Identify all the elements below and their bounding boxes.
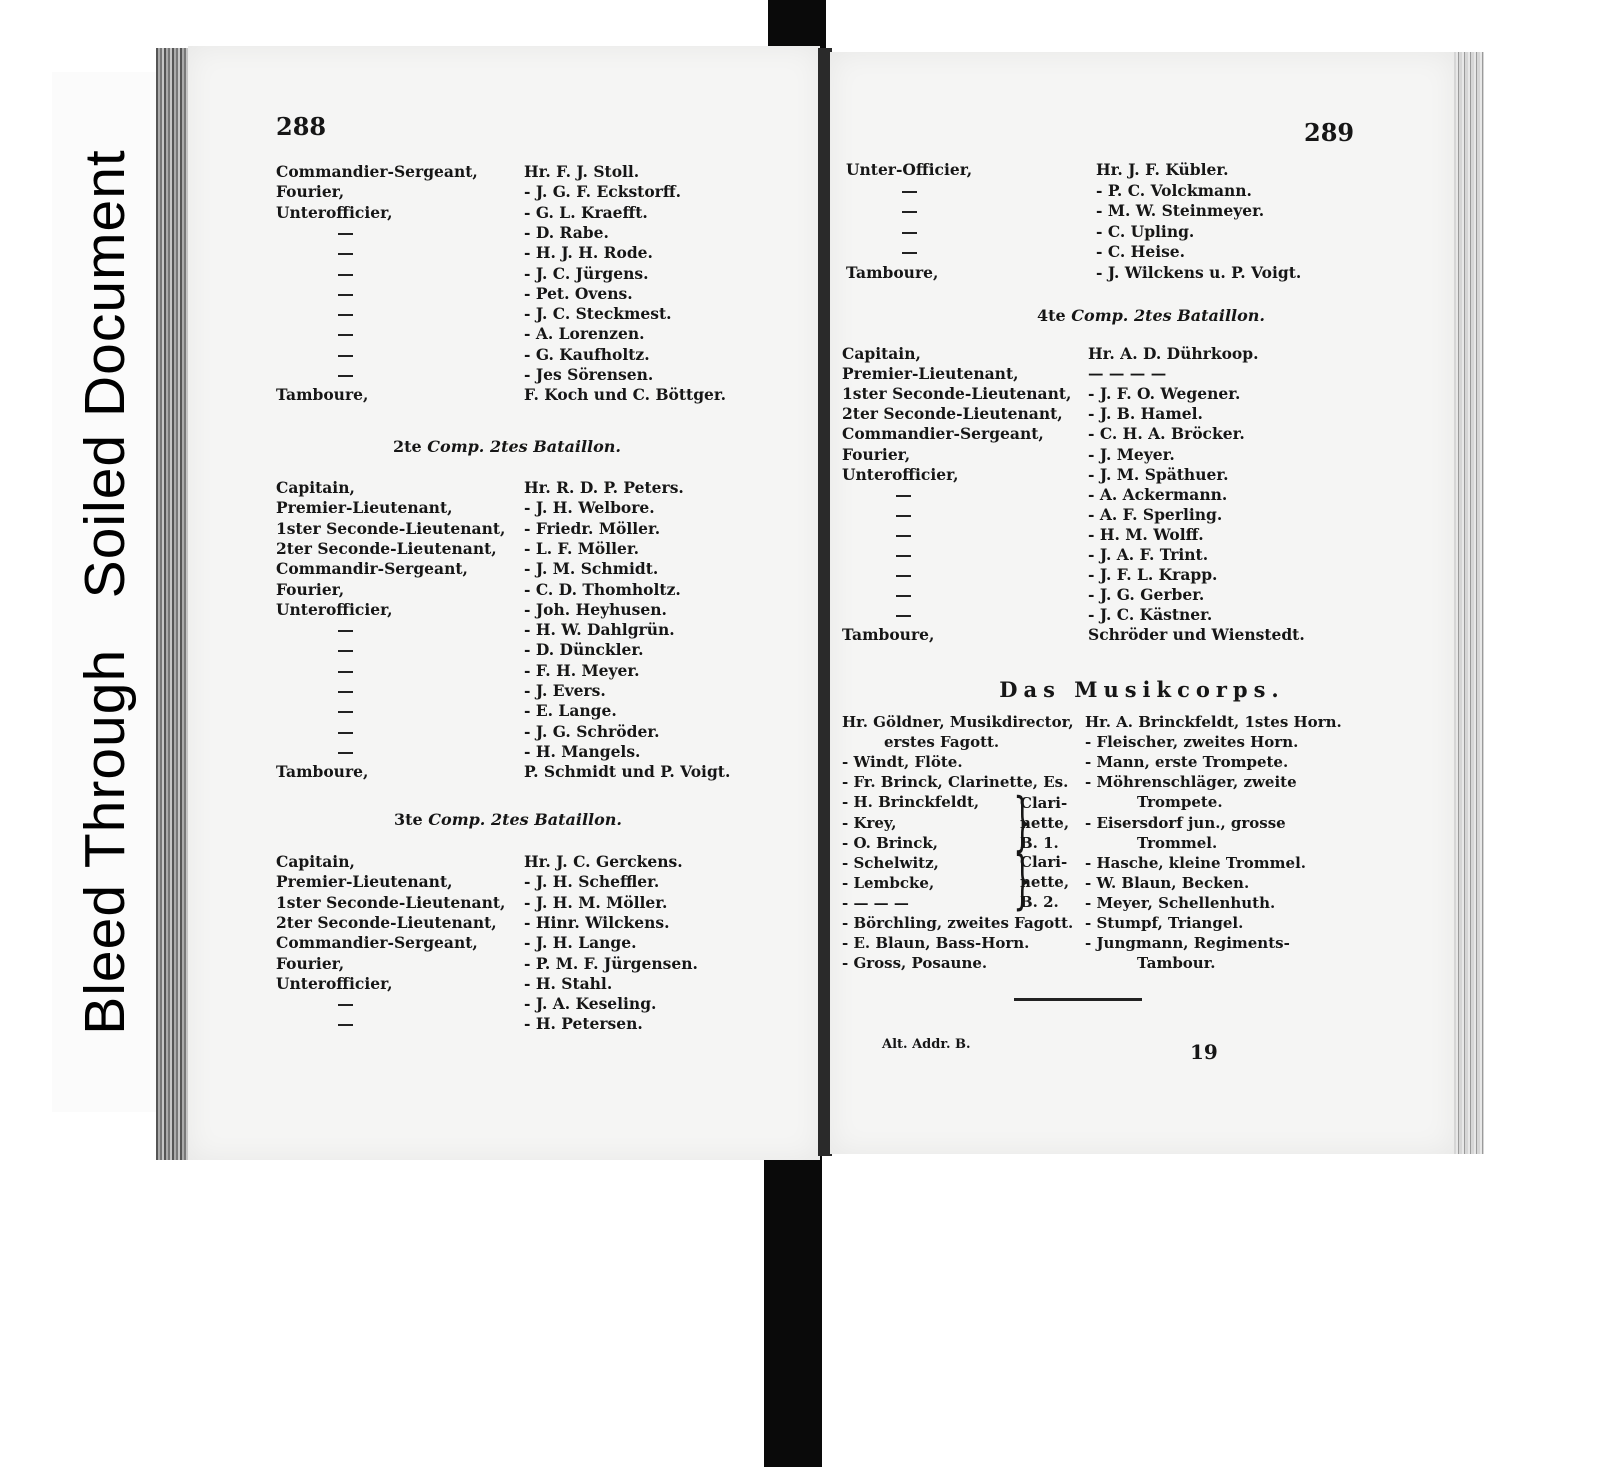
document-label-text — [52, 72, 158, 1112]
roster-row — [188, 954, 820, 975]
member-name: - J. G. Gerber. — [1088, 585, 1205, 605]
member-name: F. Koch und C. Böttger. — [524, 385, 727, 405]
member-name: - J. H. Lange. — [524, 933, 637, 953]
rank-label: Unterofficier, — [276, 202, 393, 222]
ditto-dash — [896, 575, 911, 577]
page-edges-right — [1450, 52, 1484, 1154]
rank-label: Tamboure, — [842, 625, 935, 645]
member-name: - Jes Sörensen. — [524, 365, 654, 384]
member-name: - J. F. O. Wegener. — [1088, 384, 1241, 404]
member-name: - C. Upling. — [1096, 221, 1195, 241]
member-name: - Joh. Heyhusen. — [524, 599, 667, 619]
roster-row — [188, 385, 820, 406]
musician-line: Trommel. — [1137, 833, 1218, 852]
member-name: - J. M. Späthuer. — [1088, 464, 1229, 484]
rank-label: Commandir-Sergeant, — [276, 559, 468, 579]
rank-label: 2ter Seconde-Lieutenant, — [276, 538, 497, 558]
ditto-dash — [338, 355, 353, 357]
rank-label: Commandier-Sergeant, — [276, 933, 478, 953]
rank-label: Tamboure, — [276, 385, 369, 405]
heading-text: Comp. 2tes Bataillon. — [428, 810, 622, 829]
rank-label: 1ster Seconde-Lieutenant, — [842, 384, 1072, 404]
roster-row — [188, 640, 820, 661]
roster-row — [188, 893, 820, 914]
roster-row — [188, 559, 820, 580]
ditto-dash — [896, 595, 911, 597]
musician-line: Tambour. — [1137, 954, 1216, 973]
musician-line: - Gross, Posaune. — [842, 954, 988, 973]
roster-row — [830, 201, 1454, 222]
musician-line: B. 1. — [1020, 834, 1059, 853]
musician-line: Clari- — [1020, 853, 1068, 871]
left-page — [188, 46, 820, 1160]
member-name: - L. F. Möller. — [524, 538, 640, 558]
member-name: - J. C. Jürgens. — [524, 263, 649, 283]
roster-row — [188, 264, 820, 285]
musician-line: - Stumpf, Triangel. — [1085, 914, 1244, 932]
roster-row — [830, 222, 1454, 243]
member-name: - E. Lange. — [524, 701, 617, 721]
musician-line: - Eisersdorf jun., grosse — [1085, 813, 1286, 832]
roster-row — [830, 181, 1454, 202]
ditto-dash — [338, 711, 353, 713]
roster-row — [830, 485, 1454, 506]
ditto-dash — [896, 555, 911, 557]
roster-row — [188, 498, 820, 519]
member-name: - J. H. Scheffler. — [524, 872, 660, 892]
rank-label: 2ter Seconde-Lieutenant, — [842, 404, 1063, 424]
member-name: - C. Heise. — [1096, 242, 1186, 261]
rank-label: 1ster Seconde-Lieutenant, — [276, 892, 506, 912]
roster-row — [188, 722, 820, 743]
rank-label: Unterofficier, — [842, 464, 959, 484]
member-name: - J. M. Schmidt. — [524, 559, 659, 579]
member-name: Hr. J. F. Kübler. — [1096, 160, 1229, 179]
ditto-dash — [896, 535, 911, 537]
roster-row — [830, 404, 1454, 425]
musician-line: erstes Fagott. — [884, 733, 1000, 752]
member-name: - A. Ackermann. — [1088, 484, 1228, 504]
ditto-dash — [338, 630, 353, 632]
member-name: Schröder und Wienstedt. — [1088, 625, 1305, 645]
musician-line: - Mann, erste Trompete. — [1085, 753, 1289, 772]
member-name: - C. D. Thomholtz. — [524, 579, 681, 599]
right-page — [830, 52, 1454, 1154]
member-name: - A. F. Sperling. — [1088, 504, 1223, 524]
member-name: - Hinr. Wilckens. — [524, 912, 670, 932]
roster-row — [188, 620, 820, 641]
member-name: - H. Stahl. — [524, 973, 613, 993]
member-name: - J. C. Steckmest. — [524, 304, 672, 324]
ditto-dash — [338, 314, 353, 316]
roster-row — [188, 994, 820, 1015]
roster-row — [188, 974, 820, 995]
roster-row — [188, 478, 820, 499]
member-name: - H. W. Dahlgrün. — [524, 620, 675, 640]
rank-label: Premier-Lieutenant, — [276, 498, 453, 518]
page-number: 288 — [276, 112, 327, 141]
roster-row — [830, 605, 1454, 626]
musician-line: - H. Brinckfeldt, — [842, 793, 980, 812]
ditto-dash — [338, 752, 353, 754]
ditto-dash — [896, 615, 911, 617]
member-name: - G. L. Kraefft. — [524, 202, 648, 222]
musician-line: - Krey, — [842, 813, 897, 832]
sheet-signature-number: 19 — [1190, 1040, 1218, 1064]
ditto-dash — [902, 232, 917, 234]
member-name: - A. Lorenzen. — [524, 324, 645, 344]
roster-row — [830, 625, 1454, 646]
roster-row — [188, 762, 820, 783]
member-name: Hr. R. D. P. Peters. — [524, 478, 684, 497]
rank-label: Tamboure, — [846, 262, 939, 282]
roster-row — [188, 1014, 820, 1035]
roster-row — [188, 162, 820, 183]
rank-label: Premier-Lieutenant, — [842, 364, 1019, 384]
ditto-dash — [896, 495, 911, 497]
musician-line: Clari- — [1020, 794, 1068, 812]
member-name: - P. M. F. Jürgensen. — [524, 953, 698, 973]
member-name: - D. Dünckler. — [524, 640, 644, 660]
roster-row — [188, 913, 820, 934]
roster-row — [830, 384, 1454, 405]
ditto-dash — [338, 253, 353, 255]
heading-number: 2te — [393, 437, 422, 456]
roster-row — [830, 160, 1454, 181]
musician-line: - Lembcke, — [842, 873, 935, 892]
rank-label: Commandier-Sergeant, — [842, 424, 1044, 444]
musician-line: - E. Blaun, Bass-Horn. — [842, 934, 1030, 953]
member-name: Hr. J. C. Gerckens. — [524, 852, 683, 871]
musician-line: Hr. A. Brinckfeldt, 1stes Horn. — [1085, 713, 1342, 731]
roster-row — [188, 304, 820, 325]
roster-row — [188, 519, 820, 540]
ditto-dash — [338, 294, 353, 296]
member-name: - J. Wilckens u. P. Voigt. — [1096, 262, 1302, 282]
member-name: - J. G. Schröder. — [524, 721, 660, 741]
ditto-dash — [338, 691, 353, 693]
roster-row — [188, 580, 820, 601]
rank-label: Fourier, — [276, 579, 345, 599]
heading-number: 3te — [394, 810, 423, 829]
ditto-dash — [338, 1024, 353, 1026]
ditto-dash — [896, 515, 911, 517]
member-name: - J. H. M. Möller. — [524, 892, 668, 912]
brace-clarinet-2: } — [1013, 843, 1032, 917]
member-name: - M. W. Steinmeyer. — [1096, 201, 1265, 220]
roster-row — [830, 565, 1454, 586]
member-name: - C. H. A. Bröcker. — [1088, 424, 1245, 444]
roster-row — [830, 505, 1454, 526]
member-name: - G. Kaufholtz. — [524, 344, 650, 364]
musician-line: - Möhrenschläger, zweite — [1085, 773, 1297, 792]
roster-row — [830, 364, 1454, 385]
musician-line: - Hasche, kleine Trommel. — [1085, 853, 1307, 872]
member-name: - J. C. Kästner. — [1088, 605, 1213, 625]
label-line-2: Soiled Document — [73, 149, 137, 599]
rank-label: Tamboure, — [276, 762, 369, 782]
member-name: - H. Petersen. — [524, 1014, 643, 1034]
rank-label: Unterofficier, — [276, 599, 393, 619]
musician-line: - Fr. Brinck, Clarinette, Es. — [842, 773, 1069, 792]
member-name: — — — — — [1088, 364, 1167, 384]
page-edges-left — [156, 48, 190, 1160]
section-heading — [194, 437, 820, 456]
member-name: - J. B. Hamel. — [1088, 404, 1203, 424]
musician-line: nette, — [1020, 814, 1070, 833]
roster-row — [830, 545, 1454, 566]
roster-row — [188, 223, 820, 244]
section-heading — [848, 306, 1454, 325]
roster-row — [188, 345, 820, 366]
roster-row — [188, 742, 820, 763]
roster-row — [188, 872, 820, 893]
member-name: Hr. A. D. Dührkoop. — [1088, 344, 1259, 363]
musician-line: - Schelwitz, — [842, 853, 939, 872]
roster-row — [188, 539, 820, 560]
footer-signature-mark: Alt. Addr. B. — [882, 1037, 971, 1052]
rank-label: Unterofficier, — [276, 973, 393, 993]
member-name: - P. C. Volckmann. — [1096, 180, 1252, 200]
ditto-dash — [338, 650, 353, 652]
roster-row — [188, 701, 820, 722]
member-name: - Friedr. Möller. — [524, 518, 661, 538]
roster-row — [830, 445, 1454, 466]
musician-line: - W. Blaun, Becken. — [1085, 873, 1250, 892]
heading-text: Comp. 2tes Bataillon. — [427, 437, 621, 456]
member-name: - J. Evers. — [524, 681, 606, 700]
ditto-dash — [902, 211, 917, 213]
rank-label: Premier-Lieutenant, — [276, 872, 453, 892]
member-name: - J. Meyer. — [1088, 444, 1175, 464]
member-name: - H. M. Wolff. — [1088, 524, 1204, 544]
roster-row — [830, 344, 1454, 365]
ditto-dash — [338, 334, 353, 336]
binding-bottom — [764, 1152, 822, 1467]
section-heading — [196, 810, 820, 829]
ditto-dash — [338, 671, 353, 673]
roster-row — [188, 365, 820, 386]
roster-row — [188, 284, 820, 305]
member-name: - D. Rabe. — [524, 222, 609, 242]
rank-label: Capitain, — [842, 344, 921, 363]
ditto-dash — [902, 252, 917, 254]
roster-row — [830, 525, 1454, 546]
heading-number: 4te — [1037, 306, 1066, 325]
roster-row — [188, 600, 820, 621]
roster-row — [188, 933, 820, 954]
roster-row — [188, 243, 820, 264]
rank-label: 2ter Seconde-Lieutenant, — [276, 912, 497, 932]
divider-rule — [1014, 998, 1142, 1001]
musician-line: - Fleischer, zweites Horn. — [1085, 733, 1299, 752]
member-name: - H. Mangels. — [524, 741, 641, 761]
page-number: 289 — [1304, 118, 1355, 147]
roster-row — [188, 203, 820, 224]
roster-row — [188, 661, 820, 682]
musician-line: - — — — — [842, 893, 909, 912]
member-name: - H. J. H. Rode. — [524, 243, 653, 263]
rank-label: Capitain, — [276, 852, 355, 871]
musikcorps-title: Das Musikcorps. — [999, 677, 1285, 702]
roster-row — [188, 324, 820, 345]
brace-clarinet-1: } — [1013, 785, 1032, 859]
rank-label: Fourier, — [276, 953, 345, 973]
musician-line: - Windt, Flöte. — [842, 753, 963, 772]
roster-row — [830, 263, 1454, 284]
ditto-dash — [902, 191, 917, 193]
member-name: - Pet. Ovens. — [524, 283, 633, 303]
roster-row — [188, 852, 820, 873]
roster-row — [830, 242, 1454, 263]
ditto-dash — [338, 233, 353, 235]
rank-label: Capitain, — [276, 478, 355, 497]
binding-top — [768, 0, 826, 52]
rank-label: Fourier, — [842, 444, 911, 464]
label-line-1: Bleed Through — [73, 648, 137, 1035]
member-name: - J. A. F. Trint. — [1088, 545, 1209, 564]
roster-row — [830, 465, 1454, 486]
heading-text: Comp. 2tes Bataillon. — [1071, 306, 1265, 325]
ditto-dash — [338, 732, 353, 734]
member-name: - F. H. Meyer. — [524, 660, 640, 680]
roster-row — [830, 424, 1454, 445]
ditto-dash — [338, 1004, 353, 1006]
member-name: - J. F. L. Krapp. — [1088, 565, 1218, 585]
roster-row — [188, 681, 820, 702]
rank-label: 1ster Seconde-Lieutenant, — [276, 518, 506, 538]
roster-row — [830, 585, 1454, 606]
musician-line: - Meyer, Schellenhuth. — [1085, 893, 1276, 912]
rank-label: Commandier-Sergeant, — [276, 162, 478, 181]
rank-label: Fourier, — [276, 182, 345, 202]
rank-label: Unter-Officier, — [846, 160, 973, 179]
musician-line: Hr. Göldner, Musikdirector, — [842, 713, 1074, 731]
ditto-dash — [338, 274, 353, 276]
musician-line: - O. Brinck, — [842, 833, 939, 852]
musician-line: - Börchling, zweites Fagott. — [842, 914, 1074, 932]
roster-row — [188, 182, 820, 203]
musician-line: B. 2. — [1020, 893, 1059, 912]
member-name: P. Schmidt und P. Voigt. — [524, 762, 731, 782]
musician-line: - Jungmann, Regiments- — [1085, 934, 1290, 953]
member-name: - J. G. F. Eckstorff. — [524, 182, 681, 202]
musician-line: Trompete. — [1137, 793, 1223, 812]
musician-line: nette, — [1020, 873, 1070, 892]
member-name: - J. A. Keseling. — [524, 994, 657, 1014]
member-name: Hr. F. J. Stoll. — [524, 162, 640, 181]
ditto-dash — [338, 375, 353, 377]
member-name: - J. H. Welbore. — [524, 498, 655, 518]
document-label — [52, 72, 158, 1112]
